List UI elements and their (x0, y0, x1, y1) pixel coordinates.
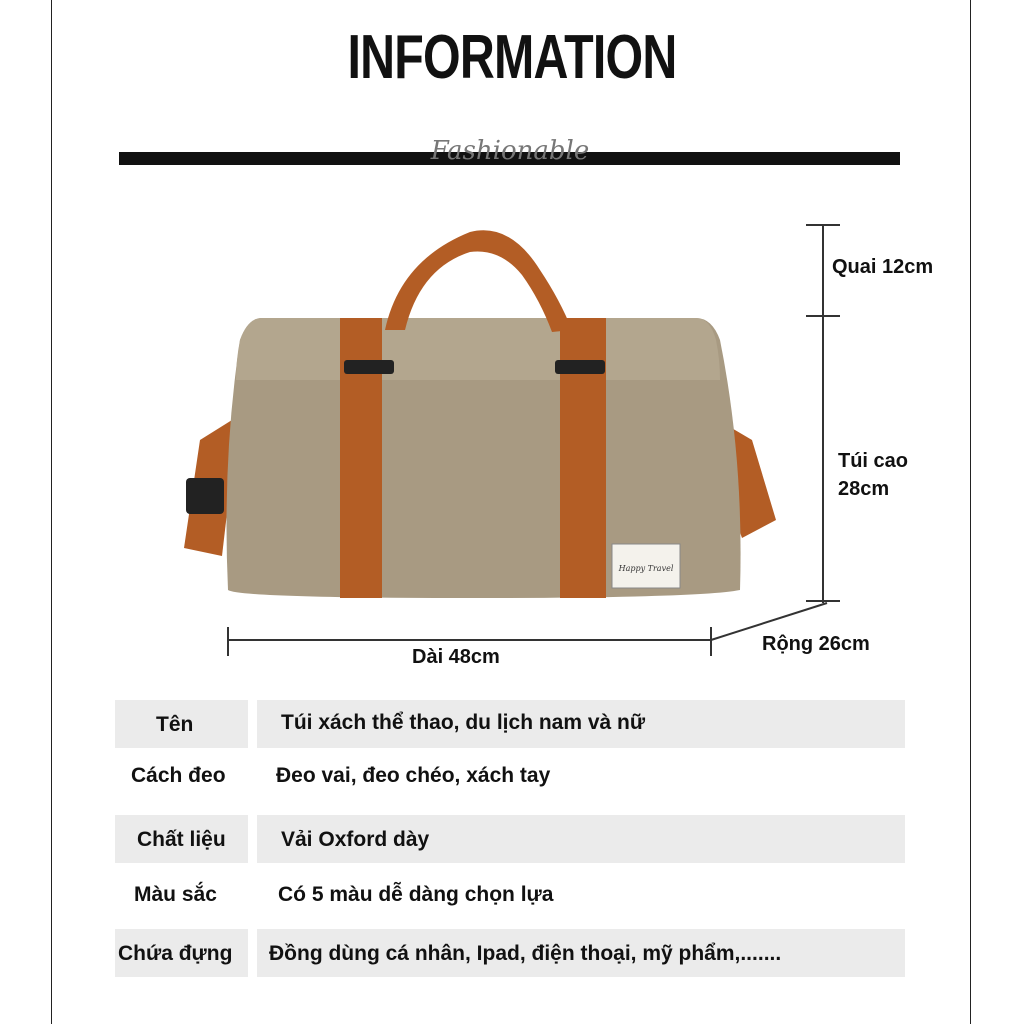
table-row-label: Chất liệu (137, 828, 226, 851)
height-dimension: Túi cao 28cm (838, 450, 909, 500)
table-row-value: Có 5 màu dễ dàng chọn lựa (278, 883, 554, 906)
table-row-label: Chứa đựng (118, 942, 233, 965)
width-dimension: Rộng 26cm (762, 633, 870, 655)
table-row-value: Túi xách thể thao, du lịch nam và nữ (281, 711, 646, 734)
bag-tag-text: Happy Travel (618, 564, 674, 573)
table-row-value: Đeo vai, đeo chéo, xách tay (276, 764, 551, 787)
table-row-label: Cách đeo (131, 764, 226, 787)
table-row-label: Tên (156, 713, 194, 736)
table-row-value: Đồng dùng cá nhân, Ipad, điện thoại, mỹ phẩm,....... (269, 942, 782, 965)
table-row-label: Màu sắc (134, 883, 217, 906)
page-title: INFORMATION (347, 23, 677, 92)
length-dimension: Dài 48cm (412, 646, 500, 668)
table-row-value: Vải Oxford dày (281, 828, 430, 851)
subtitle-script: Fashionable (430, 136, 590, 166)
handle-dimension: Quai 12cm (832, 256, 934, 278)
